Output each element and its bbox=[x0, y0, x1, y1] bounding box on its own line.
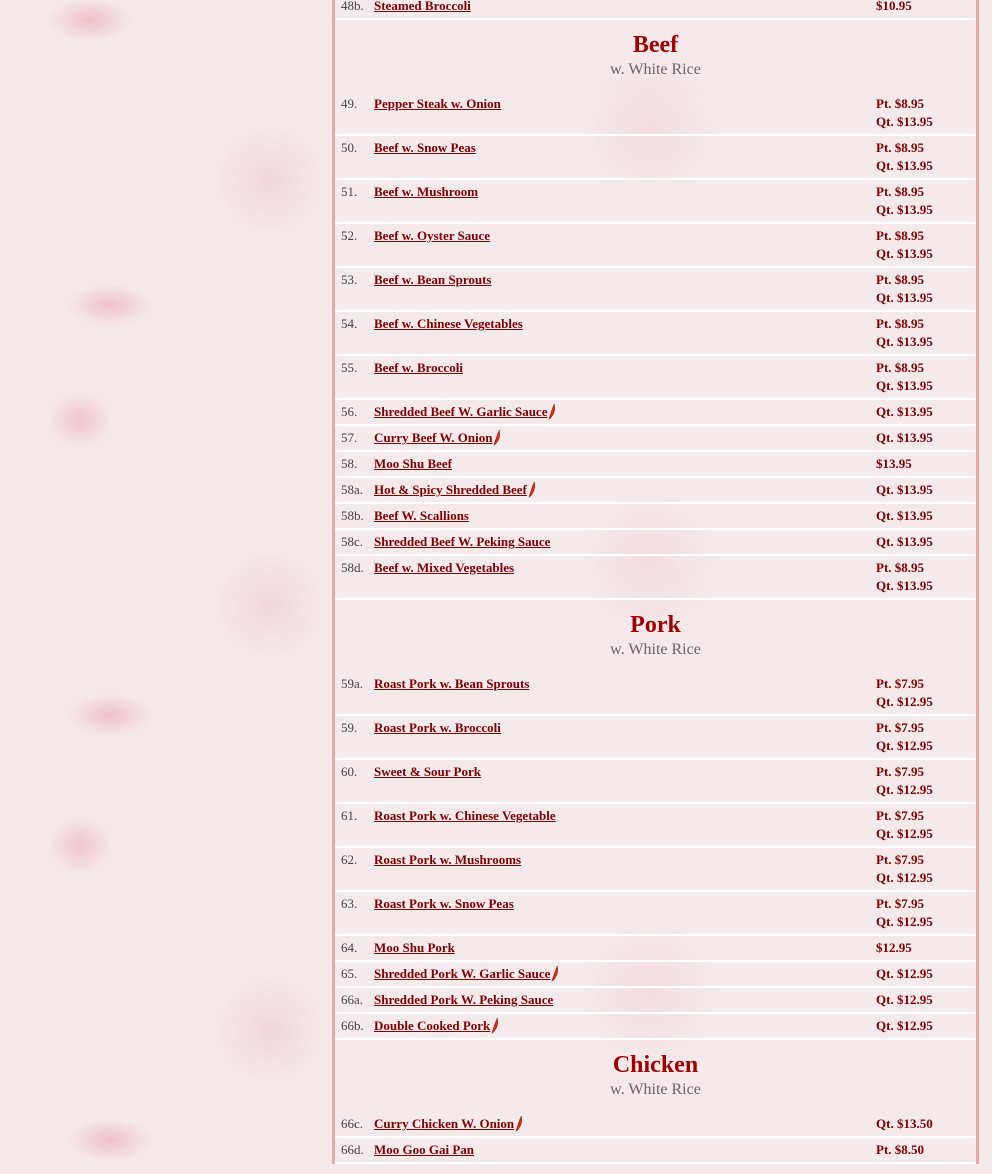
price-line: Qt. $12.95 bbox=[876, 694, 933, 709]
price-line: Pt. $7.95 bbox=[876, 808, 925, 823]
item-name-cell bbox=[374, 312, 876, 354]
price-line: Pt. $8.95 bbox=[876, 560, 925, 575]
item-name-cell bbox=[374, 962, 876, 986]
price-line: Pt. $8.95 bbox=[876, 316, 925, 331]
item-name-link[interactable]: Roast Pork w. Bean Sprouts bbox=[374, 676, 530, 691]
item-number: 65. bbox=[341, 966, 358, 981]
item-price bbox=[876, 716, 976, 758]
item-name-link[interactable]: Beef w. Broccoli bbox=[374, 360, 463, 375]
section-header bbox=[335, 600, 976, 672]
item-number: 64. bbox=[341, 940, 358, 955]
menu-item-row bbox=[335, 1112, 976, 1138]
price-line: Qt. $13.95 bbox=[876, 202, 933, 217]
menu-item-row bbox=[335, 556, 976, 600]
item-number: 66a. bbox=[341, 992, 364, 1007]
menu-item-row bbox=[335, 452, 976, 478]
item-name-link[interactable]: Roast Pork w. Snow Peas bbox=[374, 896, 514, 911]
item-name-link[interactable]: Shredded Beef W. Peking Sauce bbox=[374, 534, 551, 549]
item-name-cell bbox=[374, 400, 876, 424]
item-price bbox=[876, 530, 976, 554]
price-line: Qt. $13.95 bbox=[876, 114, 933, 129]
price-line: Qt. $12.95 bbox=[876, 966, 933, 981]
item-number: 58c. bbox=[341, 534, 364, 549]
price-line: Pt. $7.95 bbox=[876, 720, 925, 735]
item-number: 60. bbox=[341, 764, 358, 779]
section-subtitle: w. White Rice bbox=[610, 641, 701, 658]
menu-item-row bbox=[335, 936, 976, 962]
item-name-cell bbox=[374, 452, 876, 476]
item-price bbox=[876, 760, 976, 802]
price-line: Pt. $8.95 bbox=[876, 272, 925, 287]
menu-item-row bbox=[335, 716, 976, 760]
price-line: Qt. $13.95 bbox=[876, 534, 933, 549]
item-price bbox=[876, 1112, 976, 1136]
price-line: Pt. $7.95 bbox=[876, 764, 925, 779]
menu-item-row bbox=[335, 1138, 976, 1164]
item-number: 54. bbox=[341, 316, 358, 331]
item-name-cell bbox=[374, 1138, 876, 1162]
price-line: $10.95 bbox=[876, 0, 912, 13]
menu-item-row bbox=[335, 180, 976, 224]
item-number: 66d. bbox=[341, 1142, 364, 1157]
item-price bbox=[876, 804, 976, 846]
price-line: Qt. $13.95 bbox=[876, 158, 933, 173]
item-number: 57. bbox=[341, 430, 358, 445]
item-name-link[interactable]: Double Cooked Pork bbox=[374, 1018, 491, 1033]
price-line: Pt. $8.50 bbox=[876, 1142, 925, 1157]
price-line: Qt. $12.95 bbox=[876, 826, 933, 841]
hot-pepper-icon bbox=[493, 430, 501, 446]
item-price bbox=[876, 962, 976, 986]
item-name-cell bbox=[374, 180, 876, 222]
price-line: Qt. $13.95 bbox=[876, 378, 933, 393]
item-name-link[interactable]: Moo Goo Gai Pan bbox=[374, 1142, 475, 1157]
item-number: 48b. bbox=[341, 0, 364, 13]
item-name-cell bbox=[374, 556, 876, 598]
item-number: 61. bbox=[341, 808, 358, 823]
price-line: Qt. $13.95 bbox=[876, 578, 933, 593]
item-name-link[interactable]: Roast Pork w. Chinese Vegetable bbox=[374, 808, 556, 823]
item-price bbox=[876, 268, 976, 310]
item-name-cell bbox=[374, 848, 876, 890]
item-name-link[interactable]: Beef w. Mushroom bbox=[374, 184, 479, 199]
item-price bbox=[876, 504, 976, 528]
item-name-link[interactable]: Moo Shu Beef bbox=[374, 456, 452, 471]
price-line: Qt. $12.95 bbox=[876, 782, 933, 797]
item-number: 58b. bbox=[341, 508, 364, 523]
item-number: 56. bbox=[341, 404, 358, 419]
hot-pepper-icon bbox=[551, 966, 559, 982]
item-name-cell bbox=[374, 804, 876, 846]
item-price bbox=[876, 426, 976, 450]
section-title: Pork bbox=[630, 612, 681, 638]
section-subtitle: w. White Rice bbox=[610, 61, 701, 78]
item-name-link[interactable]: Steamed Broccoli bbox=[374, 0, 471, 13]
item-name-cell bbox=[374, 760, 876, 802]
item-name-cell bbox=[374, 988, 876, 1012]
item-name-cell bbox=[374, 892, 876, 934]
item-price bbox=[876, 1138, 976, 1162]
price-line: Qt. $13.95 bbox=[876, 290, 933, 305]
item-name-cell bbox=[374, 716, 876, 758]
menu-item-row bbox=[335, 400, 976, 426]
item-price bbox=[876, 672, 976, 714]
price-line: Qt. $13.95 bbox=[876, 334, 933, 349]
item-name-cell bbox=[374, 268, 876, 310]
item-price bbox=[876, 848, 976, 890]
menu-item-row bbox=[335, 0, 976, 20]
item-price bbox=[876, 356, 976, 398]
item-name-cell bbox=[374, 672, 876, 714]
section-title: Beef bbox=[632, 32, 679, 58]
item-price bbox=[876, 92, 976, 134]
item-name-link[interactable]: Beef w. Chinese Vegetables bbox=[374, 316, 523, 331]
hot-pepper-icon bbox=[515, 1116, 523, 1132]
item-name-link[interactable]: Shredded Pork W. Garlic Sauce bbox=[374, 966, 551, 981]
item-number: 58. bbox=[341, 456, 358, 471]
item-number: 52. bbox=[341, 228, 358, 243]
price-line: Qt. $13.50 bbox=[876, 1116, 933, 1131]
section-title: Chicken bbox=[612, 1052, 699, 1078]
item-name-cell bbox=[374, 1112, 876, 1136]
hot-pepper-icon bbox=[491, 1018, 499, 1034]
price-line: Pt. $8.95 bbox=[876, 96, 925, 111]
section-header bbox=[335, 20, 976, 92]
menu-item-row bbox=[335, 426, 976, 452]
item-price bbox=[876, 1014, 976, 1038]
item-name-link[interactable]: Moo Shu Pork bbox=[374, 940, 455, 955]
item-number: 58d. bbox=[341, 560, 364, 575]
price-line: Pt. $7.95 bbox=[876, 852, 925, 867]
price-line: Pt. $8.95 bbox=[876, 140, 925, 155]
price-line: Qt. $12.95 bbox=[876, 914, 933, 929]
price-line: Qt. $12.95 bbox=[876, 992, 933, 1007]
price-line: Qt. $12.95 bbox=[876, 1018, 933, 1033]
item-name-cell bbox=[374, 426, 876, 450]
price-line: $13.95 bbox=[876, 456, 912, 471]
item-name-cell bbox=[374, 356, 876, 398]
item-name-cell bbox=[374, 1014, 876, 1038]
item-name-cell bbox=[374, 224, 876, 266]
item-name-cell bbox=[374, 936, 876, 960]
menu-item-row bbox=[335, 672, 976, 716]
menu-item-row bbox=[335, 504, 976, 530]
menu-item-row bbox=[335, 1014, 976, 1040]
price-line: Pt. $7.95 bbox=[876, 896, 925, 911]
item-name-cell bbox=[374, 530, 876, 554]
item-name-link[interactable]: Pepper Steak w. Onion bbox=[374, 96, 501, 111]
item-name-link[interactable]: Beef w. Snow Peas bbox=[374, 140, 476, 155]
item-name-link[interactable]: Beef w. Oyster Sauce bbox=[374, 228, 491, 243]
menu-item-row bbox=[335, 268, 976, 312]
menu-item-row bbox=[335, 760, 976, 804]
item-price bbox=[876, 0, 976, 18]
item-name-cell bbox=[374, 478, 876, 502]
price-line: Qt. $13.95 bbox=[876, 404, 933, 419]
price-line: Pt. $8.95 bbox=[876, 360, 925, 375]
item-number: 53. bbox=[341, 272, 358, 287]
item-name-link[interactable]: Shredded Pork W. Peking Sauce bbox=[374, 992, 554, 1007]
item-price bbox=[876, 224, 976, 266]
menu-item-row bbox=[335, 312, 976, 356]
item-name-cell bbox=[374, 0, 876, 18]
item-number: 63. bbox=[341, 896, 358, 911]
price-line: Qt. $13.95 bbox=[876, 508, 933, 523]
item-price bbox=[876, 452, 976, 476]
item-price bbox=[876, 988, 976, 1012]
item-number: 59. bbox=[341, 720, 358, 735]
item-name-cell bbox=[374, 504, 876, 528]
item-name-link[interactable]: Hot & Spicy Shredded Beef bbox=[374, 482, 527, 497]
section-subtitle: w. White Rice bbox=[610, 1081, 701, 1098]
item-price bbox=[876, 312, 976, 354]
menu-item-row bbox=[335, 224, 976, 268]
item-price bbox=[876, 556, 976, 598]
item-price bbox=[876, 180, 976, 222]
price-line: Qt. $13.95 bbox=[876, 246, 933, 261]
item-name-link[interactable]: Sweet & Sour Pork bbox=[374, 764, 482, 779]
item-number: 50. bbox=[341, 140, 358, 155]
price-line: Qt. $12.95 bbox=[876, 870, 933, 885]
menu-item-row bbox=[335, 356, 976, 400]
hot-pepper-icon bbox=[528, 482, 536, 498]
menu-item-row bbox=[335, 892, 976, 936]
item-price bbox=[876, 136, 976, 178]
hot-pepper-icon bbox=[548, 404, 556, 420]
price-line: $12.95 bbox=[876, 940, 912, 955]
price-line: Pt. $8.95 bbox=[876, 184, 925, 199]
item-name-link[interactable]: Roast Pork w. Broccoli bbox=[374, 720, 501, 735]
menu-item-row bbox=[335, 530, 976, 556]
item-number: 59a. bbox=[341, 676, 364, 691]
menu-item-row bbox=[335, 136, 976, 180]
item-number: 62. bbox=[341, 852, 358, 867]
item-number: 55. bbox=[341, 360, 358, 375]
item-price bbox=[876, 478, 976, 502]
price-line: Pt. $8.95 bbox=[876, 228, 925, 243]
item-number: 49. bbox=[341, 96, 358, 111]
item-name-link[interactable]: Curry Chicken W. Onion bbox=[374, 1116, 515, 1131]
item-name-link[interactable]: Roast Pork w. Mushrooms bbox=[374, 852, 522, 867]
item-name-link[interactable]: Beef W. Scallions bbox=[374, 508, 469, 523]
item-name-link[interactable]: Curry Beef W. Onion bbox=[374, 430, 493, 445]
menu-item-row bbox=[335, 92, 976, 136]
item-name-cell bbox=[374, 136, 876, 178]
menu-item-row bbox=[335, 478, 976, 504]
item-price bbox=[876, 892, 976, 934]
item-number: 66b. bbox=[341, 1018, 364, 1033]
item-name-link[interactable]: Shredded Beef W. Garlic Sauce bbox=[374, 404, 548, 419]
menu-item-row bbox=[335, 848, 976, 892]
item-price bbox=[876, 936, 976, 960]
menu-table bbox=[332, 0, 979, 1164]
menu-item-row bbox=[335, 804, 976, 848]
item-number: 66c. bbox=[341, 1116, 364, 1131]
item-name-link[interactable]: Beef w. Mixed Vegetables bbox=[374, 560, 515, 575]
item-number: 51. bbox=[341, 184, 358, 199]
item-name-cell bbox=[374, 92, 876, 134]
price-line: Pt. $7.95 bbox=[876, 676, 925, 691]
item-number: 58a. bbox=[341, 482, 364, 497]
menu-item-row bbox=[335, 962, 976, 988]
item-price bbox=[876, 400, 976, 424]
price-line: Qt. $12.95 bbox=[876, 738, 933, 753]
price-line: Qt. $13.95 bbox=[876, 430, 933, 445]
menu-item-row bbox=[335, 988, 976, 1014]
price-line: Qt. $13.95 bbox=[876, 482, 933, 497]
section-header bbox=[335, 1040, 976, 1112]
item-name-link[interactable]: Beef w. Bean Sprouts bbox=[374, 272, 492, 287]
